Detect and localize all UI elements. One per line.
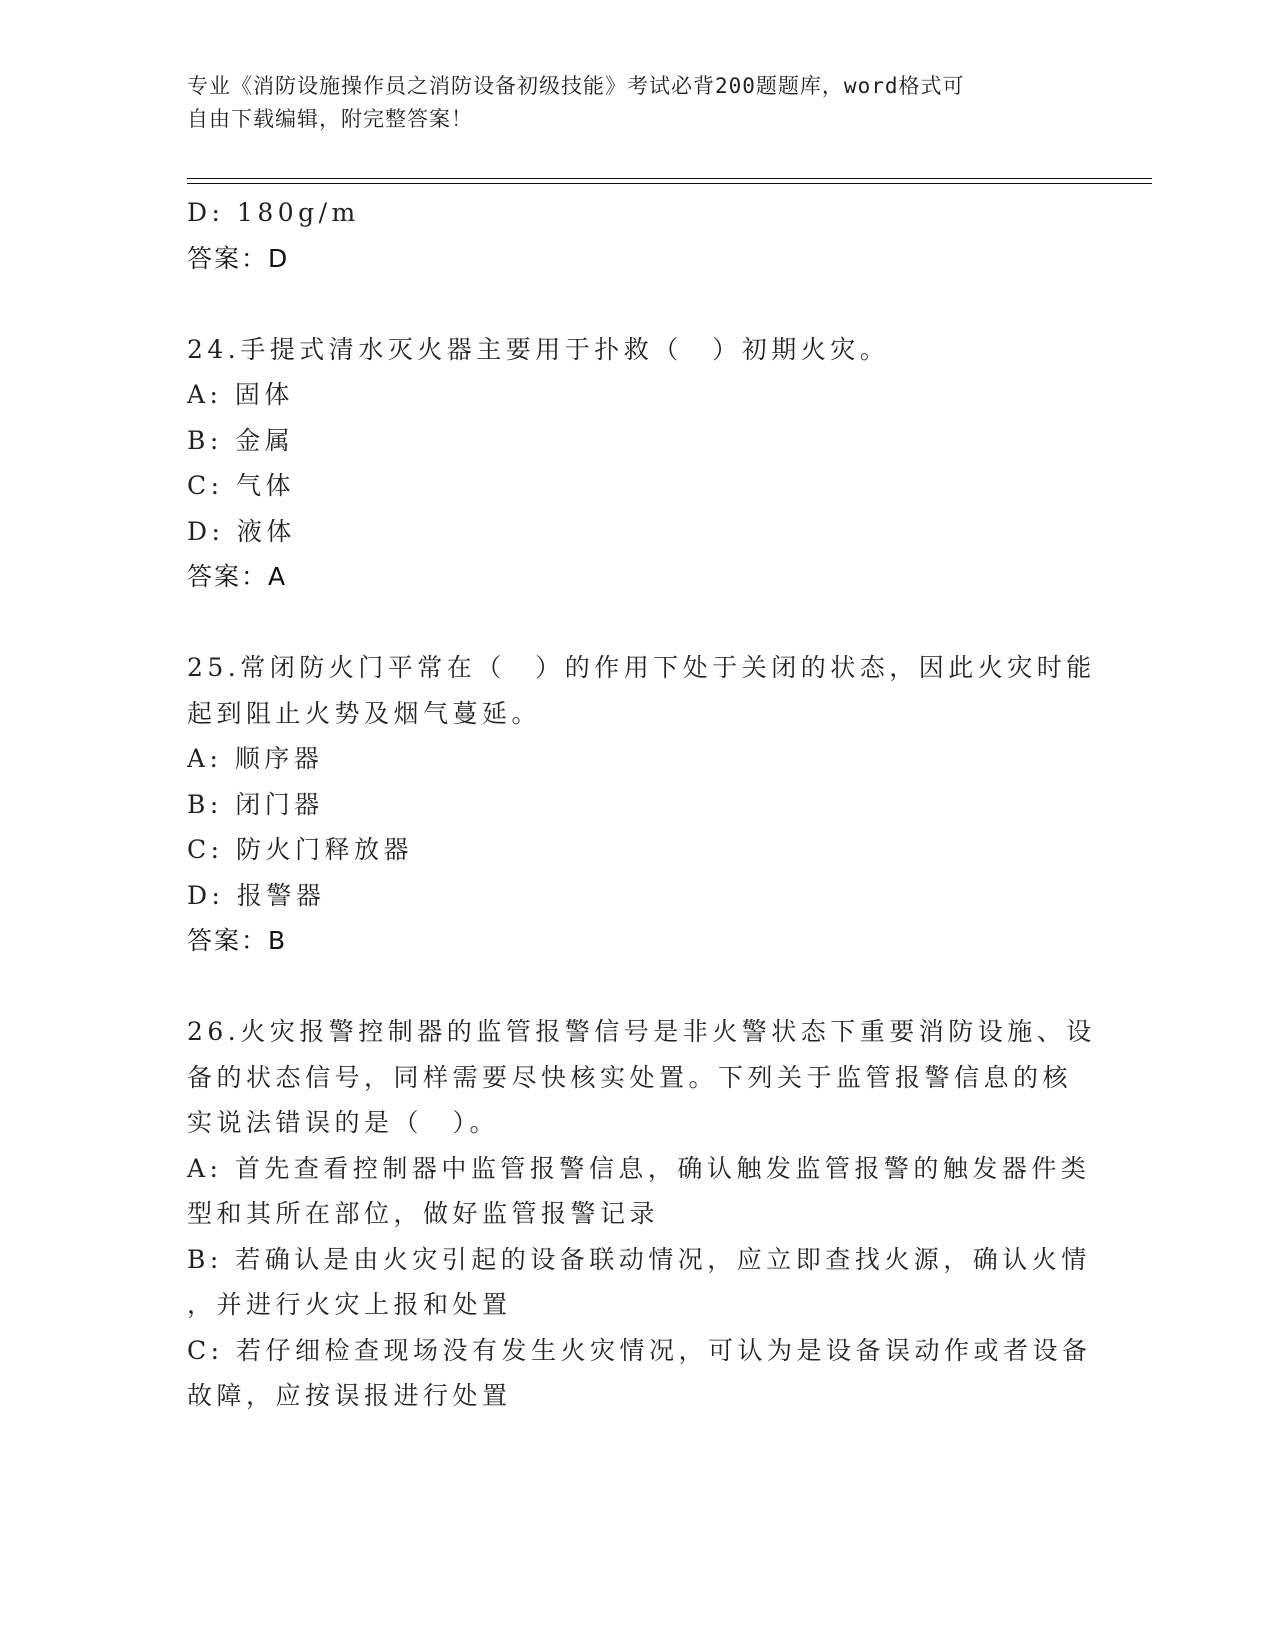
question-text-continued: 起到阻止火势及烟气蔓延。	[187, 698, 542, 728]
option-c: C: 气体	[187, 471, 295, 500]
question-text: 26.火灾报警控制器的监管报警信号是非火警状态下重要消防设施、设	[187, 1017, 1096, 1046]
option-c: C: 防火门释放器	[187, 835, 413, 864]
question-text: 24.手提式清水灭火器主要用于扑救（ ）初期火灾。	[187, 334, 890, 364]
option-a: A: 固体	[187, 380, 294, 409]
option-b: B: 闭门器	[187, 789, 324, 819]
option-d: D: 180g/m	[187, 198, 360, 227]
question-24	[187, 327, 1087, 600]
question-25	[187, 645, 1096, 964]
spacer	[187, 281, 1087, 327]
option-a-continued: 型和其所在部位，做好监管报警记录	[187, 1199, 660, 1228]
option-c-continued: 故障，应按误报进行处置	[187, 1381, 512, 1410]
header-divider-bottom	[187, 183, 1152, 184]
question-text: 25.常闭防火门平常在（ ）的作用下处于关闭的状态，因此火灾时能	[187, 653, 1096, 682]
option-d: D: 液体	[187, 516, 296, 546]
option-b: B: 金属	[187, 425, 295, 455]
answer-line: 答案：B	[187, 926, 288, 955]
option-b: B: 若确认是由火灾引起的设备联动情况，应立即查找火源，确认火情	[187, 1244, 1091, 1274]
spacer	[187, 964, 1087, 1010]
option-a: A: 顺序器	[187, 744, 324, 773]
header-line-1: 专业《消防设施操作员之消防设备初级技能》考试必背200题题库，word格式可	[187, 74, 965, 98]
question-26	[187, 1009, 1096, 1419]
document-body	[187, 190, 1096, 1419]
answer-line: 答案：A	[187, 562, 288, 591]
header-line-2: 自由下载编辑，附完整答案！	[187, 107, 473, 131]
spacer	[187, 600, 1087, 646]
question-text-continued: 备的状态信号，同样需要尽快核实处置。下列关于监管报警信息的核	[187, 1062, 1073, 1092]
document-header	[187, 70, 1067, 136]
question-text-continued: 实说法错误的是（ ）。	[187, 1108, 500, 1137]
answer-line: 答案：D	[187, 243, 290, 273]
header-divider-top	[187, 178, 1152, 179]
option-c: C: 若仔细检查现场没有发生火灾情况，可认为是设备误动作或者设备	[187, 1335, 1092, 1365]
option-d: D: 报警器	[187, 880, 326, 910]
option-a: A: 首先查看控制器中监管报警信息，确认触发监管报警的触发器件类	[187, 1153, 1091, 1183]
option-b-continued: ，并进行火灾上报和处置	[187, 1290, 512, 1319]
